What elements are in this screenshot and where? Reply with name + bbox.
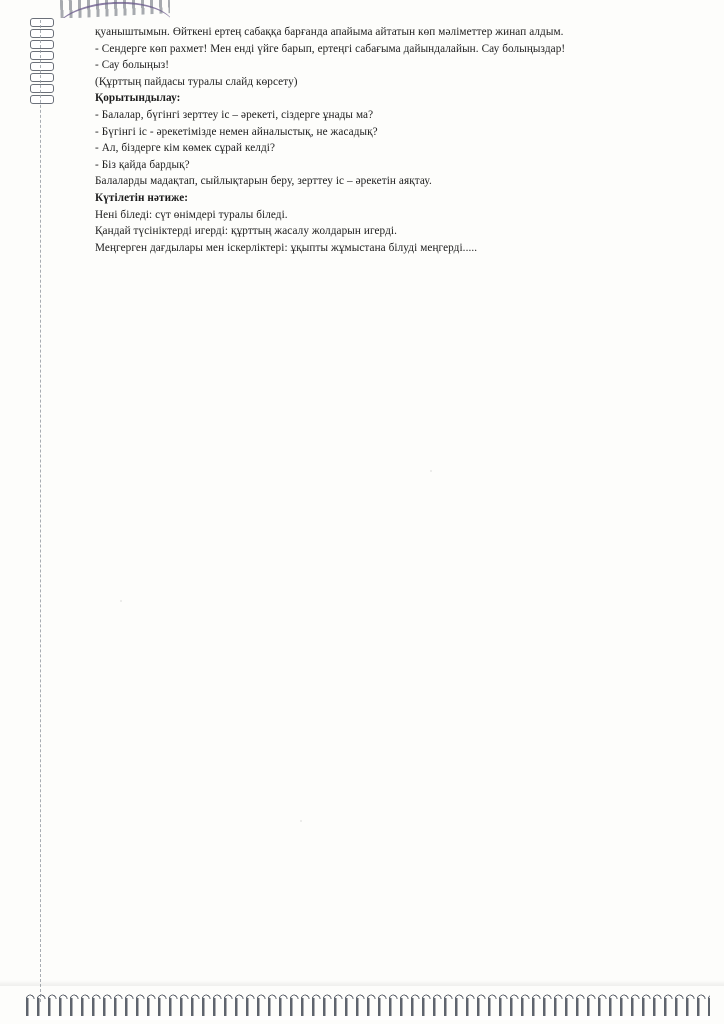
binding-ring: [30, 40, 54, 49]
section-heading: Қорытындылау:: [95, 92, 181, 105]
binding-ring: [30, 62, 54, 71]
paragraph: - Сендерге көп рахмет! Мен енді үйге барып, ертеңгі сабағыма дайындалайын. Сау болыңыздар!: [95, 42, 566, 55]
binding-ring: [30, 18, 54, 27]
paragraph: - Бүгінгі іс - әрекетімізде немен айналыстық, не жасадық?: [95, 125, 378, 138]
binding-ring: [30, 51, 54, 60]
scan-speckle: [300, 820, 302, 822]
scan-speckle: [120, 600, 122, 602]
paragraph: Меңгерген дағдылары мен іскерліктері: ұқыпты жұмыстана білуді меңгерді.....: [95, 241, 478, 254]
section-heading: Күтілетін нәтиже:: [95, 191, 189, 204]
comb-teeth: [26, 998, 710, 1020]
binding-ring: [30, 95, 54, 104]
paragraph: Нені біледі: сүт өнімдері туралы біледі.: [95, 208, 288, 221]
paragraph: - Ал, біздерге кім көмек сұрай келді?: [95, 142, 276, 155]
page-top-torn-fragment: [60, 0, 170, 18]
binding-ring: [30, 84, 54, 93]
paragraph: Қандай түсініктерді игерді: құрттың жасалу жолдарын игерді.: [95, 225, 397, 238]
spiral-binding-rings: [30, 18, 56, 104]
scan-speckle: [430, 470, 432, 472]
paragraph: - Біз қайда бардық?: [95, 158, 190, 171]
page-fold-line: [40, 20, 41, 1002]
paragraph: - Балалар, бүгінгі зерттеу іс – әрекеті, сіздерге ұнады ма?: [95, 108, 374, 121]
paragraph: - Сау болыңыз!: [95, 59, 170, 72]
document-body: [95, 24, 635, 256]
comb-loops: [26, 990, 710, 999]
paragraph: Балаларды мадақтап, сыйлықтарын беру, зерттеу іс – әрекетін аяқтау.: [95, 175, 432, 188]
paragraph: қуаныштымын. Өйткені ертең сабаққа барғанда апайыма айтатын көп мәліметтер жинап алдым.: [95, 26, 564, 38]
binding-ring: [30, 29, 54, 38]
spiral-binding-comb: [0, 984, 724, 1024]
paragraph: (Құрттың пайдасы туралы слайд көрсету): [95, 75, 298, 88]
binding-ring: [30, 73, 54, 82]
